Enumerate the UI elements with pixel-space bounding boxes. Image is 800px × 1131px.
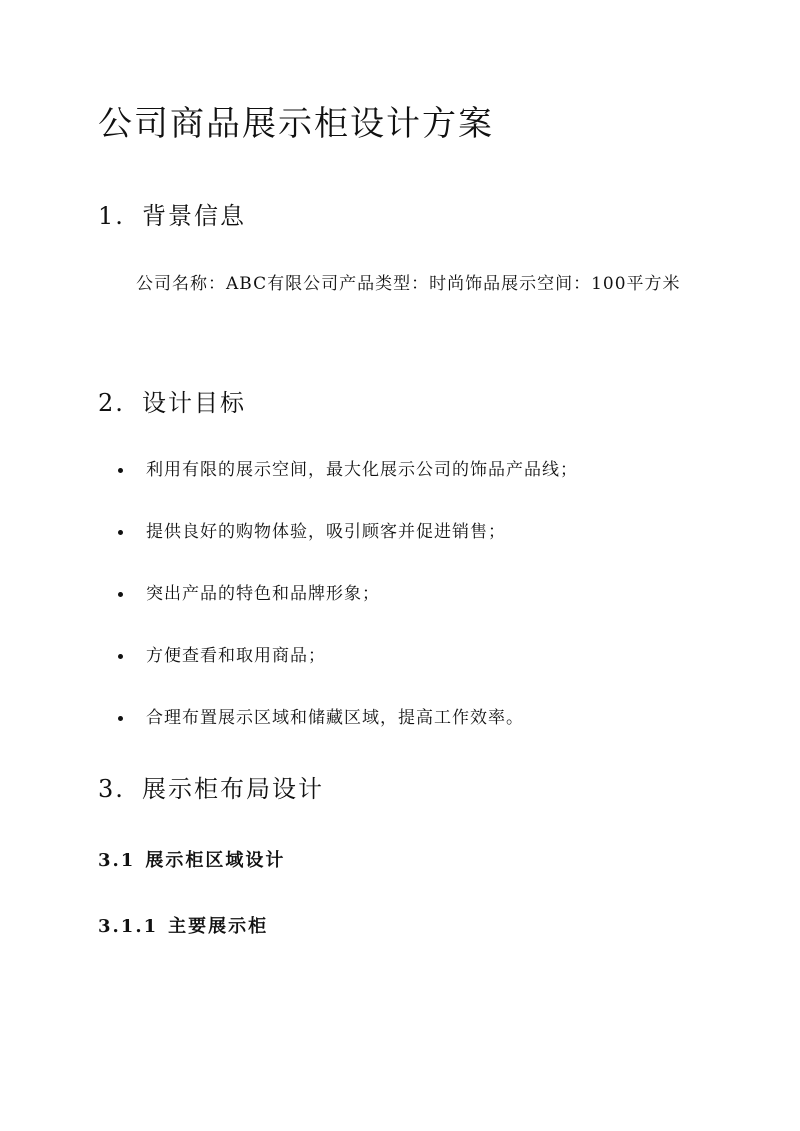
section-title: 背景信息	[142, 202, 246, 230]
subsection-heading	[98, 846, 285, 872]
section-heading-background	[98, 196, 246, 231]
document-title: 公司商品展示柜设计方案	[98, 104, 494, 144]
list-item: 合理布置展示区域和储藏区域，提高工作效率。	[98, 696, 578, 758]
section-number: 1.	[98, 202, 125, 230]
subsection-number: 3.1	[98, 850, 136, 871]
bullet-icon	[118, 592, 123, 597]
list-item: 利用有限的展示空间，最大化展示公司的饰品产品线；	[98, 448, 578, 510]
section-number: 2.	[98, 389, 125, 417]
section-title: 展示柜布局设计	[142, 775, 324, 803]
section-title: 设计目标	[142, 389, 246, 417]
background-paragraph	[98, 260, 698, 308]
bullet-icon	[118, 530, 123, 535]
section-heading-goals	[98, 383, 246, 418]
list-item: 提供良好的购物体验，吸引顾客并促进销售；	[98, 510, 578, 572]
subsection-number: 3.1.1	[98, 916, 159, 937]
subsubsection-heading	[98, 912, 268, 938]
bullet-icon	[118, 468, 123, 473]
section-number: 3.	[98, 775, 125, 803]
subsection-title: 展示柜区域设计	[145, 850, 286, 871]
bullet-icon	[118, 716, 123, 721]
list-item: 突出产品的特色和品牌形象；	[98, 572, 578, 634]
background-text: 公司名称：ABC有限公司产品类型：时尚饰品展示空间：100平方米	[136, 274, 681, 294]
bullet-icon	[118, 654, 123, 659]
goals-list	[98, 448, 578, 758]
section-heading-layout	[98, 769, 324, 804]
list-item: 方便查看和取用商品；	[98, 634, 578, 696]
subsection-title: 主要展示柜	[168, 916, 269, 937]
